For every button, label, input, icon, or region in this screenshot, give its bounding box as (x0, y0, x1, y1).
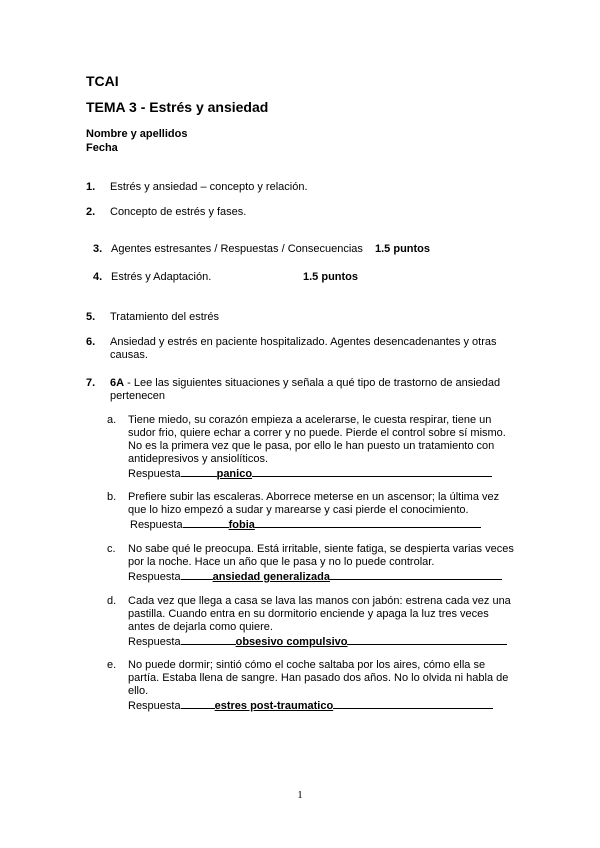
item-text: Tratamiento del estrés (110, 311, 220, 323)
document-title: TEMA 3 - Estrés y ansiedad (86, 99, 269, 115)
item-text: Concepto de estrés y fases. (110, 206, 247, 218)
blank-underline (255, 517, 481, 528)
answer-label: Respuesta (128, 468, 181, 480)
item-number: 1. (86, 181, 96, 193)
item-number: 6. (86, 336, 96, 348)
blank-underline (181, 569, 213, 580)
item-instruction: - Lee las siguientes situaciones y señala a qué tipo de trastorno de ansiedad pertenecen (110, 377, 501, 402)
blank-underline (183, 517, 229, 528)
item-number: 5. (86, 311, 96, 323)
answer-line (128, 698, 493, 713)
answer-label: Respuesta (130, 519, 183, 531)
item-points: 1.5 puntos (303, 271, 359, 283)
item-points: 1.5 puntos (375, 243, 431, 255)
blank-underline (330, 569, 502, 580)
name-label: Nombre y apellidos (86, 128, 188, 140)
answer-text: ansiedad generalizada (212, 571, 330, 583)
item-text: Estrés y Adaptación. (111, 271, 212, 283)
answer-label: Respuesta (128, 700, 181, 712)
answer-text: panico (216, 468, 253, 480)
item-number: 7. (86, 377, 96, 389)
answer-label: Respuesta (128, 571, 181, 583)
answer-text: fobia (228, 519, 255, 531)
item-number: 3. (93, 243, 103, 255)
subitem-text: Cada vez que llega a casa se lava las manos con jabón: estrena cada vez una pastilla. Cuando entra en su dormitorio enciende y apaga la luz tres veces antes de dejarla como quiere. (128, 595, 511, 633)
answer-line (128, 634, 507, 649)
item-text: Estrés y ansiedad – concepto y relación. (110, 181, 308, 193)
subitem-letter: c. (107, 543, 116, 555)
item-text: Agentes estresantes / Respuestas / Consecuencias (111, 243, 363, 255)
subitem-letter: d. (107, 595, 117, 607)
answer-line (128, 466, 492, 481)
answer-text: estres post-traumatico (214, 700, 334, 712)
item-number: 2. (86, 206, 96, 218)
blank-underline (181, 634, 236, 645)
subitem-text: Prefiere subir las escaleras. Aborrece meterse en un ascensor; la última vez que lo hizo empezó a sudar y marearse y casi pierde el conocimiento. (128, 491, 500, 516)
blank-underline (181, 698, 215, 709)
item-label: 6A (110, 377, 125, 389)
answer-line (128, 569, 502, 584)
answer-line (130, 517, 481, 532)
blank-underline (181, 466, 217, 477)
item-number: 4. (93, 271, 103, 283)
subitem-text: No sabe qué le preocupa. Está irritable, siente fatiga, se despierta varias veces por la noche. Hace un año que le pasa y no lo puede controlar. (128, 543, 514, 568)
blank-underline (347, 634, 507, 645)
blank-underline (333, 698, 493, 709)
subitem-text: No puede dormir; sintió cómo el coche saltaba por los aires, cómo ella se partía. Estaba llena de sangre. Han pasado dos años. No lo olvida ni habla de ello. (128, 659, 509, 697)
subitem-letter: b. (107, 491, 117, 503)
date-label: Fecha (86, 142, 118, 154)
subitem-letter: e. (107, 659, 117, 671)
page-number: 1 (297, 789, 303, 801)
subitem-letter: a. (107, 414, 117, 426)
course-title: TCAI (86, 73, 119, 89)
item-text: Ansiedad y estrés en paciente hospitalizado. Agentes desencadenantes y otras causas. (110, 336, 497, 361)
answer-text: obsesivo compulsivo (235, 636, 348, 648)
answer-label: Respuesta (128, 636, 181, 648)
blank-underline (252, 466, 492, 477)
item-text (110, 377, 510, 403)
subitem-text: Tiene miedo, su corazón empieza a acelerarse, le cuesta respirar, tiene un sudor frio, quiere echar a correr y no puede. Pierde el control sobre sí mismo. No es la primera vez que le pasa, por ello le han puesto un tratamiento con antidepresivos y ansiolíticos. (128, 414, 506, 465)
